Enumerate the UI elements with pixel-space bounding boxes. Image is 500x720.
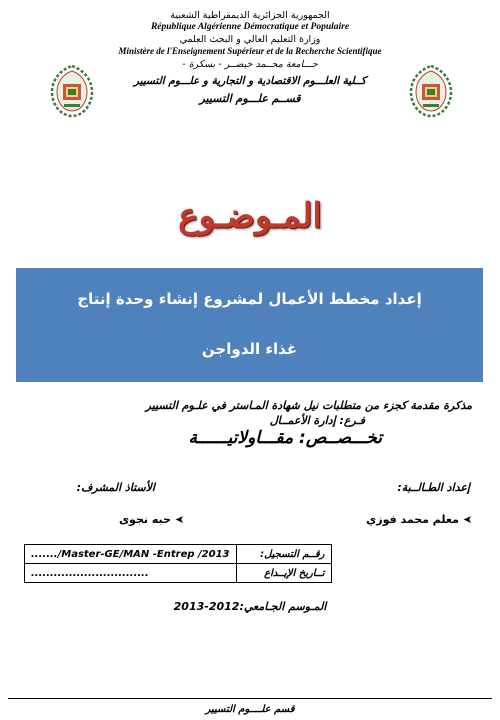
header-ministry-ar: وزارة التعليم العالي و البحث العلمي — [179, 34, 321, 45]
subject-title: المـوضـوع — [178, 196, 322, 236]
footer-department: قسم علــــوم التسيير — [205, 704, 295, 715]
registration-table — [24, 544, 332, 583]
topic-banner — [16, 268, 483, 382]
supervisor-name-row — [119, 513, 184, 526]
header-faculty-ar: كــلية العلـــوم الاقتصادية و التجارية و علـــوم التسيير — [133, 75, 367, 87]
topic-line-1: إعداد مخطط الأعمال لمشروع إنشاء وحدة إنتاج — [77, 290, 422, 308]
specialty-line: تخـــصــص: مقـــاولاتيــــــة — [188, 428, 382, 448]
table-row — [25, 545, 332, 564]
academic-year: المـوسم الجـامعي:2012-2013 — [173, 600, 327, 613]
deposit-date-value: ............................... — [25, 564, 237, 583]
registration-number-value: ......./Master-GE/MAN -Entrep /2013 — [25, 545, 237, 564]
student-label: إعداد الطـالــبة: — [397, 481, 470, 494]
header-republic-fr: République Algérienne Démocratique et Populaire — [150, 22, 350, 32]
supervisor-name: حبه نجوى — [118, 513, 171, 526]
registration-number-label: رقــم التسجيل: — [236, 545, 331, 564]
branch-line: فـرع: إدارة الأعمــال — [269, 414, 365, 427]
header-university-ar: جـــامعة محــمد خيضــر - بسكرة - — [182, 59, 318, 70]
header-ministry-fr: Ministère de l'Enseignement Supérieur et de la Recherche Scientifique — [118, 46, 382, 56]
header-republic-ar: الجمهورية الجزائرية الديمقراطية الشعبية — [170, 10, 330, 21]
footer-divider — [8, 698, 492, 699]
topic-line-2: غذاء الدواجن — [201, 340, 298, 358]
bullet-arrow-icon: ➤ — [462, 513, 472, 526]
memo-description: مذكرة مقدمة كجزء من متطلبات نيل شهادة المـاستر في علـوم التسيير — [145, 399, 472, 412]
header-department-ar: قســم علـــوم التسيير — [199, 92, 301, 105]
student-name-row — [366, 513, 472, 526]
student-name: معلم محمد فوزي — [366, 513, 459, 526]
bullet-arrow-icon: ➤ — [174, 513, 184, 526]
deposit-date-label: تــاريخ الإيــداع — [236, 564, 331, 583]
supervisor-label: الأستاذ المشرف: — [76, 481, 155, 494]
table-row — [25, 564, 332, 583]
